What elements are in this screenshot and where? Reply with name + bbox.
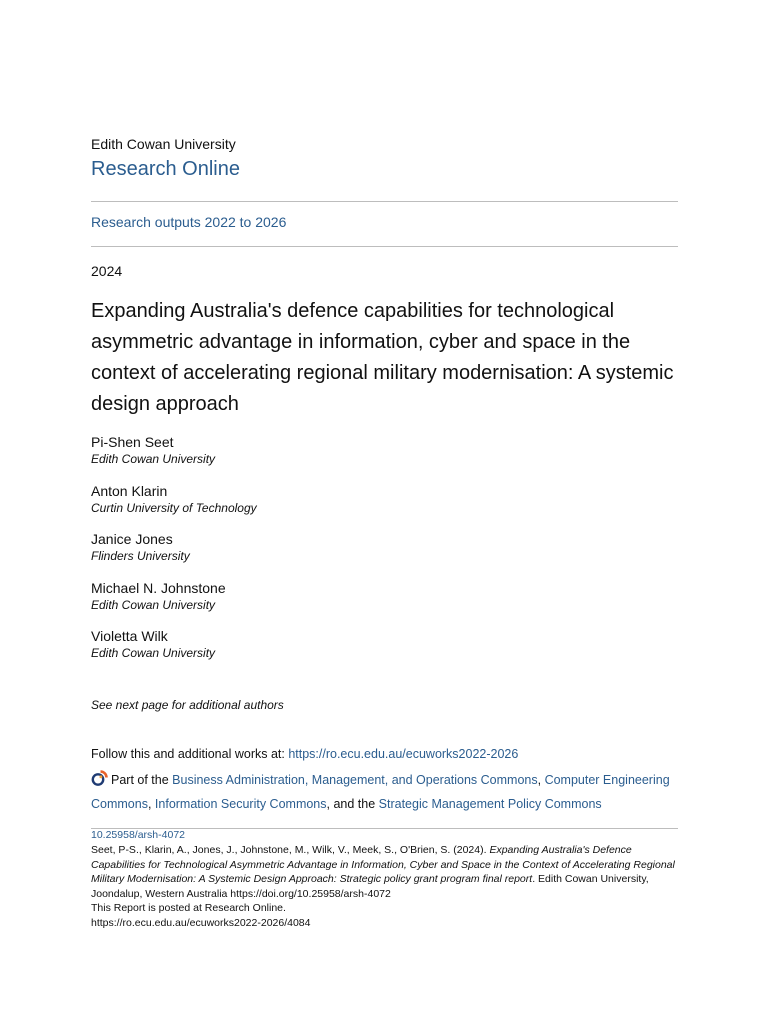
author-affiliation: Curtin University of Technology xyxy=(91,500,257,515)
author-affiliation: Edith Cowan University xyxy=(91,646,216,660)
commons-link-information-security[interactable]: Information Security Commons xyxy=(154,797,327,811)
collection-url-link[interactable]: https://ro.ecu.edu.au/ecuworks2022-2026 xyxy=(288,747,519,761)
author-name: Violetta Wilk xyxy=(91,628,168,644)
author-name: Janice Jones xyxy=(91,531,173,547)
divider xyxy=(91,246,678,247)
part-of-prefix: Part of the xyxy=(111,773,173,787)
divider xyxy=(91,201,678,202)
author-entry xyxy=(91,483,678,532)
commons-link-business[interactable]: Business Administration, Management, and Operations Commons xyxy=(172,773,538,787)
separator: , and the xyxy=(326,797,379,811)
follow-text: Follow this and additional works at: xyxy=(91,747,289,761)
author-entry xyxy=(91,580,678,629)
part-of-commons xyxy=(91,770,681,815)
citation-title: Expanding Australia's Defence Capabilities for Technological Asymmetric Advantage in Information, Cyber and Space in the Context of Accelerating Regional Military Modernisation: A Systemic Design Approach: Strategic policy grant program final report xyxy=(91,844,675,886)
publication-year: 2024 xyxy=(91,263,123,279)
author-name: Pi-Shen Seet xyxy=(91,434,174,450)
bepress-commons-icon xyxy=(91,770,108,794)
citation-block xyxy=(91,843,678,931)
author-affiliation: Edith Cowan University xyxy=(91,597,216,612)
author-entry xyxy=(91,628,678,677)
separator: , xyxy=(147,797,155,811)
author-affiliation: Flinders University xyxy=(91,549,190,563)
document-title: Expanding Australia's defence capabilities for technological asymmetric advantage in information, cyber and space in the context of accelerating regional military modernisation: A systemic design approach xyxy=(91,300,674,415)
follow-line xyxy=(91,747,518,761)
separator: , xyxy=(537,773,545,787)
author-affiliation: Edith Cowan University xyxy=(91,452,216,466)
commons-link-computer-engineering[interactable]: Computer Engineering Commons xyxy=(91,773,670,811)
author-name: Michael N. Johnstone xyxy=(91,579,226,596)
citation-lead: Seet, P-S., Klarin, A., Jones, J., Johnstone, M., Wilk, V., Meek, S., O'Brien, S. (2024). xyxy=(91,844,490,856)
additional-authors-note: See next page for additional authors xyxy=(91,698,284,712)
doi-link[interactable]: 10.25958/arsh-4072 xyxy=(91,829,185,841)
posted-note: This Report is posted at Research Online. xyxy=(91,902,286,915)
repository-link[interactable]: Research Online xyxy=(91,158,240,180)
citation-tail: . Edith Cowan University, Joondalup, Western Australia https://doi.org/10.25958/arsh-4072 xyxy=(91,873,649,900)
doi xyxy=(91,829,185,841)
author-entry xyxy=(91,434,678,483)
commons-link-strategic-management[interactable]: Strategic Management Policy Commons xyxy=(378,797,602,811)
item-url: https://ro.ecu.edu.au/ecuworks2022-2026/4084 xyxy=(91,916,311,929)
citation-text xyxy=(91,843,678,901)
author-entry xyxy=(91,531,678,580)
author-name: Anton Klarin xyxy=(91,482,168,499)
collection-link[interactable]: Research outputs 2022 to 2026 xyxy=(91,214,287,230)
author-list xyxy=(91,434,678,677)
institution-name: Edith Cowan University xyxy=(91,136,236,152)
